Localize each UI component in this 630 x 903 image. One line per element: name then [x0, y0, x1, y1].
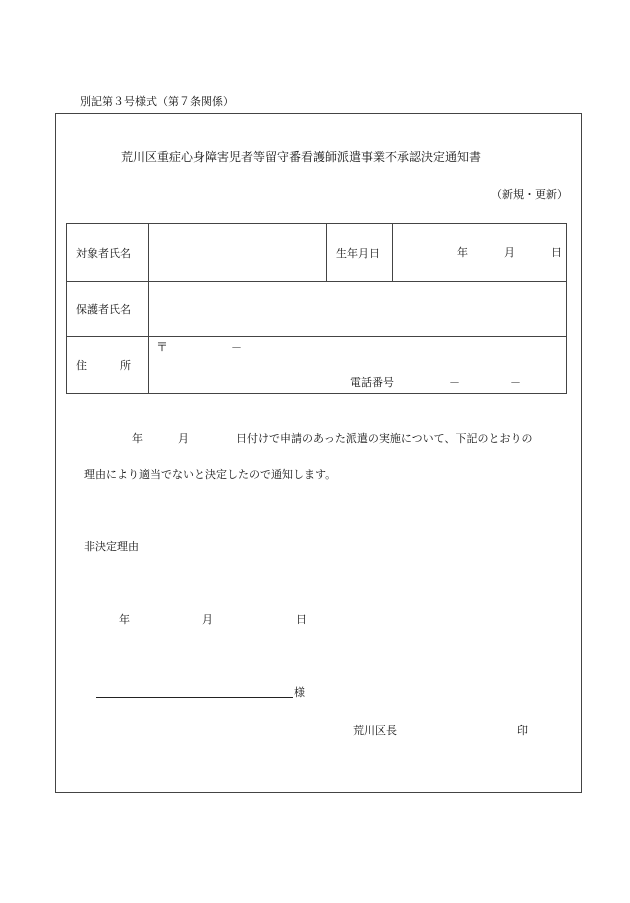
seal-mark: 印 [517, 724, 528, 737]
phone-label: 電話番号 [350, 376, 394, 389]
issue-year-unit: 年 [119, 613, 130, 626]
body-sentence-line1: 日付けで申請のあった派遣の実施について、下記のとおりの [236, 432, 533, 445]
address-row [67, 337, 567, 394]
guardian-name-field[interactable] [149, 282, 567, 337]
postal-mark: 〒 [156, 340, 169, 354]
body-year-unit: 年 [132, 432, 143, 445]
type-note: （新規・更新） [491, 188, 568, 201]
birthdate-label: 生年月日 [327, 224, 393, 282]
subject-name-label: 対象者氏名 [67, 224, 149, 282]
recipient-honorific: 様 [294, 686, 305, 699]
recipient-name-line[interactable] [96, 697, 293, 698]
phone-dash-1: － [449, 376, 460, 389]
birth-day-unit: 日 [551, 245, 562, 259]
issue-month-unit: 月 [202, 613, 213, 626]
issue-day-unit: 日 [296, 613, 307, 626]
form-reference: 別記第３号様式（第７条関係） [80, 95, 234, 108]
body-sentence-line2: 理由により適当でないと決定したので通知します。 [84, 468, 337, 481]
address-label: 住 所 [67, 337, 149, 394]
guardian-name-label: 保護者氏名 [67, 282, 149, 337]
birth-year-unit: 年 [457, 245, 468, 259]
issuer-name: 荒川区長 [353, 724, 397, 737]
address-field[interactable] [149, 337, 567, 394]
document-title: 荒川区重症心身障害児者等留守番看護師派遣事業不承認決定通知書 [121, 150, 482, 164]
reason-label: 非決定理由 [84, 540, 139, 553]
document-frame [55, 113, 582, 793]
body-month-unit: 月 [178, 432, 189, 445]
subject-row [67, 224, 567, 282]
phone-dash-2: － [510, 376, 521, 389]
birth-month-unit: 月 [504, 245, 515, 259]
postal-dash: － [231, 341, 242, 354]
birthdate-field[interactable] [393, 224, 567, 282]
subject-name-field[interactable] [149, 224, 327, 282]
applicant-info-table [66, 223, 567, 394]
guardian-row [67, 282, 567, 337]
